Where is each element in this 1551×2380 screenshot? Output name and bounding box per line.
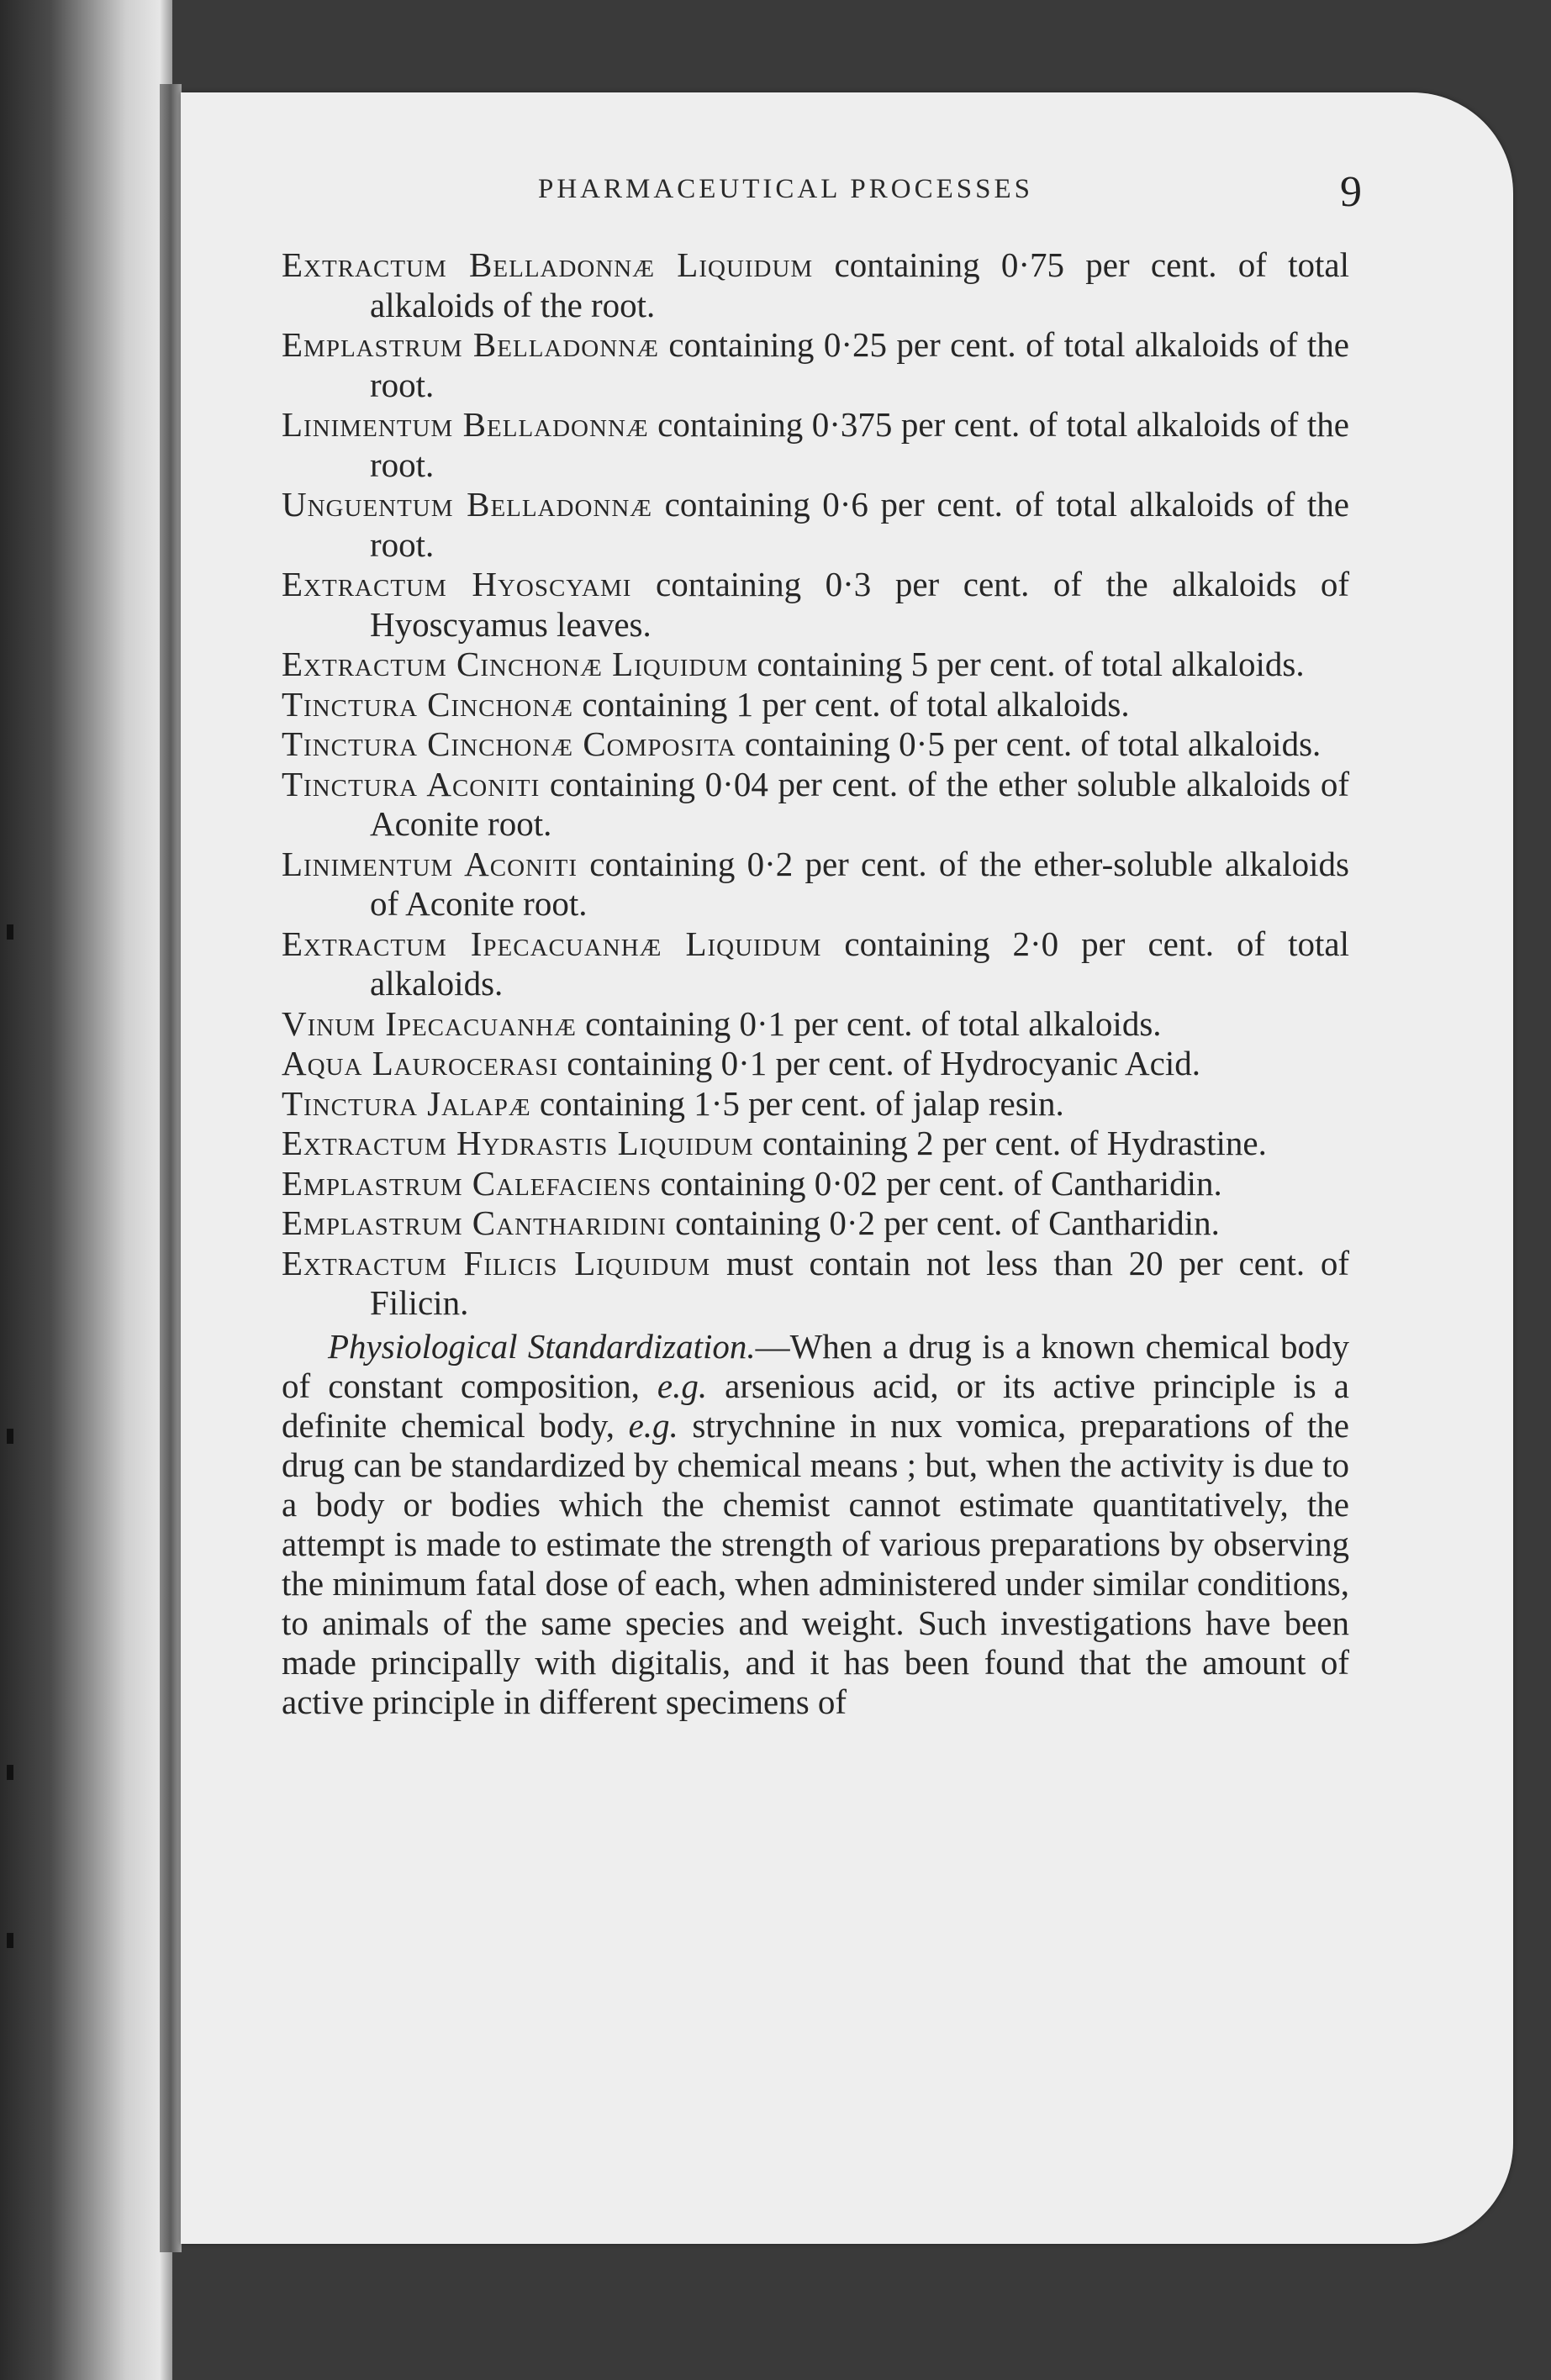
preparation-name: Extractum Ipecacuanhæ Liquidum	[282, 924, 822, 963]
preparation-name: Extractum Cinchonæ Liquidum	[282, 645, 749, 683]
preparation-description: containing 2 per cent. of Hydrastine.	[762, 1124, 1267, 1162]
book-spine	[160, 84, 182, 2252]
preparation-name: Emplastrum Calefaciens	[282, 1163, 652, 1203]
preparation-description: containing 0·04 per cent. of the ether soluble alkaloids of Aconite root.	[370, 764, 1350, 843]
preparation-description: containing 0·2 per cent. of the ether-soluble alkaloids of Aconite root.	[370, 844, 1349, 923]
preparation-name: Tinctura Cinchonæ	[282, 684, 574, 724]
paragraph-eg: e.g.	[657, 1366, 708, 1405]
preparation-entry	[282, 765, 1349, 845]
preparation-name: Linimentum Aconiti	[282, 844, 578, 883]
preparation-name: Emplastrum Cantharidini	[282, 1203, 667, 1242]
preparation-description: containing 0·3 per cent. of the alkaloids of Hyoscyamus leaves.	[370, 565, 1350, 644]
preparation-entry	[282, 1044, 1349, 1084]
page-header	[361, 168, 1387, 224]
running-head: PHARMACEUTICAL PROCESSES	[538, 174, 1033, 204]
preparation-name: Extractum Filicis Liquidum	[282, 1243, 711, 1282]
preparation-entry	[282, 405, 1349, 485]
left-page-edge	[0, 0, 172, 2380]
preparation-entry	[282, 325, 1349, 405]
preparation-description: containing 0·1 per cent. of total alkaloids.	[585, 1003, 1162, 1043]
edge-mark	[7, 1933, 13, 1948]
preparation-entry	[282, 1164, 1349, 1204]
preparation-description: must contain not less than 20 per cent. of Filicin.	[370, 1243, 1350, 1322]
edge-mark	[7, 1765, 13, 1780]
preparation-description: containing 1·5 per cent. of jalap resin.	[539, 1083, 1064, 1123]
preparation-name: Extractum Belladonnæ Liquidum	[282, 245, 814, 284]
preparation-name: Vinum Ipecacuanhæ	[282, 1003, 577, 1043]
preparation-description: containing 0·5 per cent. of total alkaloids.	[744, 724, 1322, 763]
preparation-entry	[282, 685, 1349, 725]
preparation-entry	[282, 1244, 1349, 1324]
preparation-description: containing 2·0 per cent. of total alkaloids.	[370, 924, 1349, 1003]
preparation-entry	[282, 1004, 1349, 1045]
standardized-preparations-list	[282, 245, 1349, 1324]
paragraph-text: —When a drug is a known chemical body of constant composition,	[282, 1326, 1349, 1405]
preparation-description: containing 0·6 per cent. of total alkaloids of the root.	[370, 485, 1350, 564]
preparation-name: Emplastrum Belladonnæ	[282, 325, 659, 364]
page-content	[282, 245, 1349, 1722]
preparation-name: Linimentum Belladonnæ	[282, 405, 649, 444]
preparation-description: containing 0·25 per cent. of total alkaloids of the root.	[370, 325, 1349, 404]
preparation-description: containing 0·75 per cent. of total alkaloids of the root.	[370, 245, 1350, 324]
paragraph-text: strychnine in nux vomica, preparations of the drug can be standardized by chemical means ; but, when the activity is due to a body or bodies which the chemist cannot estimate quantitatively, the attempt is made to estimate the strength of various preparations by observing the minimum fatal dose of each, when administered under similar conditions, to animals of the same species and weight. Such investigations have been made principally with digitalis, and it has been found that the amount of active principle in different specimens of	[282, 1405, 1349, 1721]
paragraph-heading: Physiological Standardization.	[328, 1326, 756, 1366]
preparation-name: Aqua Laurocerasi	[282, 1044, 559, 1082]
preparation-name: Unguentum Belladonnæ	[282, 485, 653, 524]
preparation-entry	[282, 1084, 1349, 1124]
page-number: 9	[1340, 168, 1362, 216]
preparation-description: containing 0·2 per cent. of Cantharidin.	[675, 1203, 1220, 1242]
preparation-name: Extractum Hydrastis Liquidum	[282, 1124, 754, 1162]
preparation-entry	[282, 924, 1349, 1004]
preparation-entry	[282, 724, 1349, 765]
edge-mark	[7, 924, 13, 940]
edge-mark	[7, 1429, 13, 1444]
preparation-entry	[282, 645, 1349, 685]
preparation-description: containing 0·1 per cent. of Hydrocyanic Acid.	[567, 1044, 1200, 1082]
preparation-name: Tinctura Aconiti	[282, 764, 541, 803]
preparation-name: Tinctura Jalapæ	[282, 1083, 531, 1123]
preparation-description: containing 0·02 per cent. of Cantharidin.	[660, 1163, 1222, 1203]
preparation-entry	[282, 245, 1349, 325]
preparation-name: Tinctura Cinchonæ Composita	[282, 724, 736, 763]
preparation-description: containing 0·375 per cent. of total alkaloids of the root.	[370, 405, 1349, 484]
preparation-description: containing 1 per cent. of total alkaloids.	[582, 684, 1130, 724]
preparation-description: containing 5 per cent. of total alkaloids.	[757, 645, 1305, 683]
preparation-entry	[282, 1203, 1349, 1244]
paragraph-text: arsenious acid, or its active principle is a definite chemical body,	[282, 1366, 1349, 1445]
preparation-entry	[282, 485, 1349, 565]
preparation-entry	[282, 845, 1349, 924]
preparation-entry	[282, 565, 1349, 645]
physiological-standardization-paragraph	[282, 1327, 1349, 1722]
preparation-name: Extractum Hyoscyami	[282, 565, 632, 603]
paragraph-eg: e.g.	[628, 1405, 678, 1445]
preparation-entry	[282, 1124, 1349, 1164]
